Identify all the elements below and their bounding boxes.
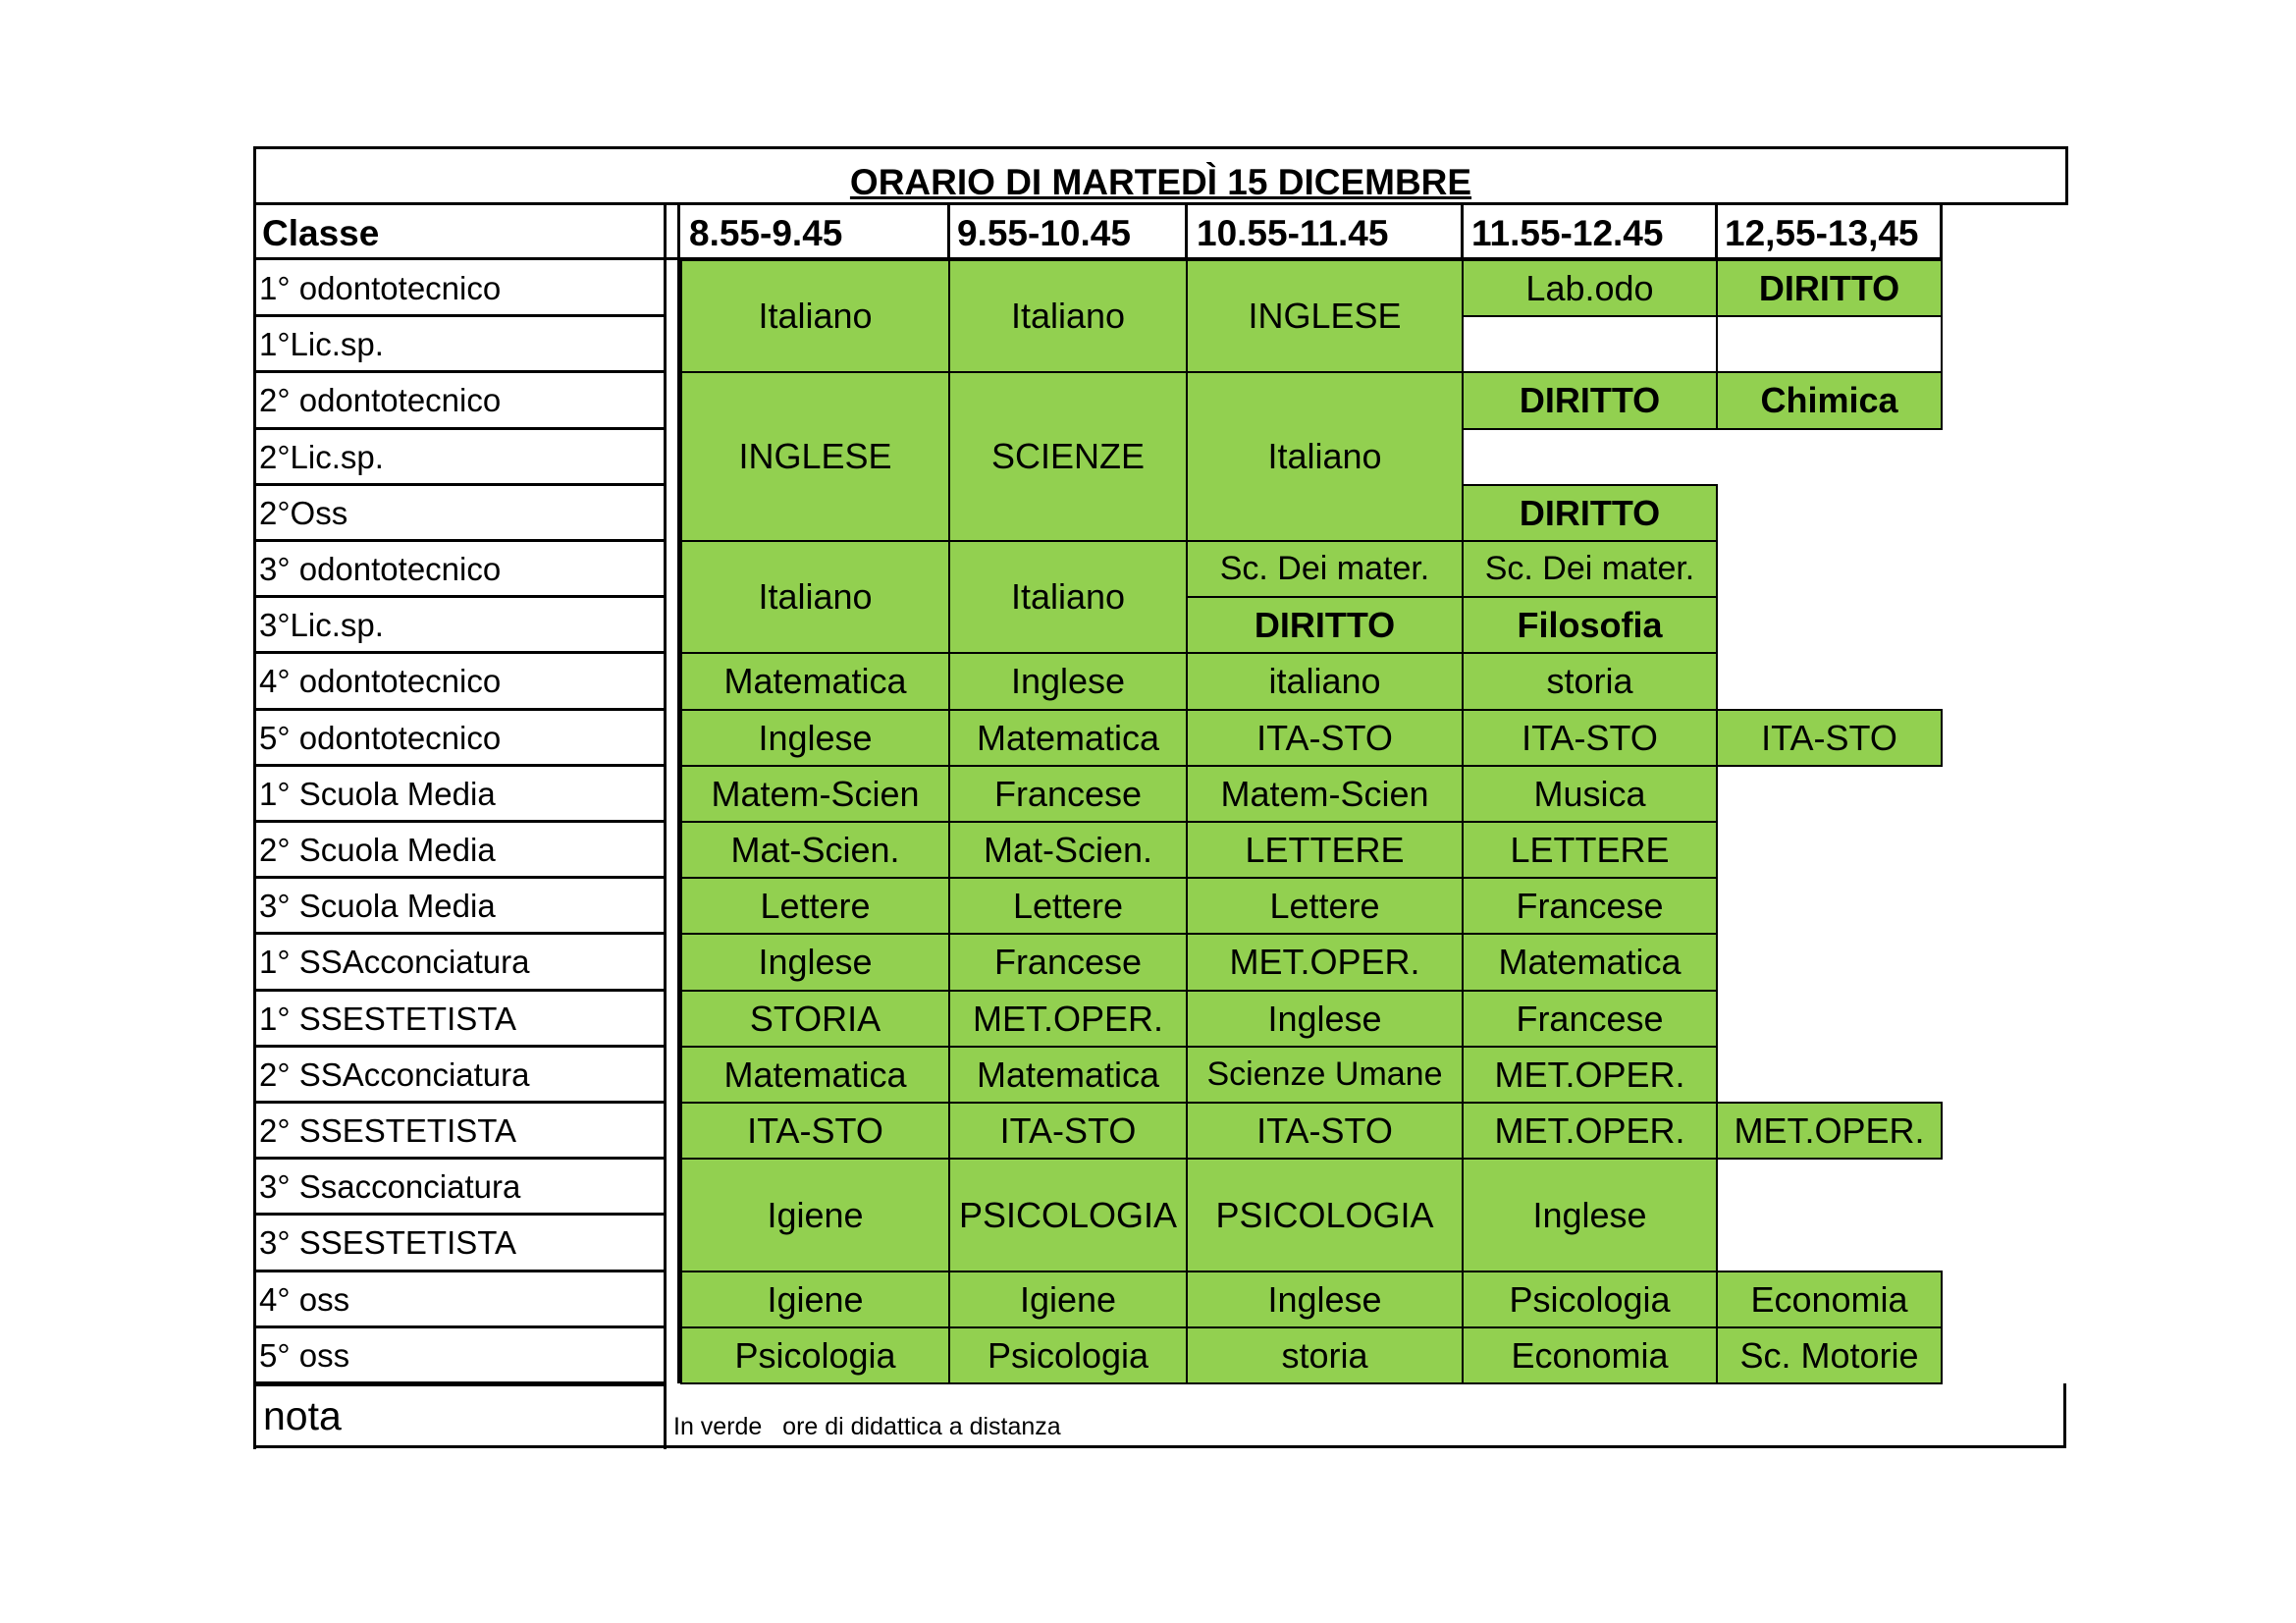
class-label: 2° odontotecnico [259,382,502,418]
class-label: 5° oss [259,1337,350,1374]
empty-cell [1716,315,1943,373]
lesson-cell: Francese [1462,877,1718,935]
lesson-cell: Inglese [680,933,950,992]
footer-bottom-border [253,1445,2066,1448]
header-slot-4: 11.55-12.45 [1471,213,1664,253]
class-label: 2° SSAcconciatura [259,1056,530,1093]
lesson-cell: Igiene [680,1158,950,1272]
page-title: ORARIO DI MARTEDÌ 15 DICEMBRE [849,162,1472,202]
lesson-cell: storia [1186,1326,1464,1384]
lesson-cell: Sc. Motorie [1716,1326,1943,1384]
class-label: 3° Ssacconciatura [259,1168,521,1205]
lesson-cell: Matematica [680,652,950,711]
lesson-cell: Matematica [948,1046,1188,1104]
lesson-cell: Mat-Scien. [680,821,950,879]
lesson-cell: Igiene [680,1271,950,1328]
lesson-cell: Francese [1462,990,1718,1048]
lesson-cell: DIRITTO [1716,259,1943,317]
lesson-cell: Economia [1462,1326,1718,1384]
lesson-cell: Francese [948,933,1188,992]
header-slot-1: 8.55-9.45 [689,213,843,253]
lesson-cell: Inglese [948,652,1188,711]
class-label: 4° oss [259,1281,350,1318]
lesson-cell: Musica [1462,765,1718,823]
class-label: 5° odontotecnico [259,720,502,756]
lesson-cell: LETTERE [1462,821,1718,879]
lesson-cell: Economia [1716,1271,1943,1328]
lesson-cell: Lettere [1186,877,1464,935]
header-classe: Classe [262,213,380,253]
class-label: 1° SSESTETISTA [259,1001,516,1037]
class-label: 3° odontotecnico [259,551,502,587]
lesson-cell: Mat-Scien. [948,821,1188,879]
header-slot-5: 12,55-13,45 [1725,213,1919,253]
class-label: 2° Scuola Media [259,832,496,868]
class-label: 3° Scuola Media [259,888,496,924]
lesson-cell: Lab.odo [1462,259,1718,317]
lesson-cell: INGLESE [680,371,950,542]
header-slot-2: 9.55-10.45 [957,213,1131,253]
header-separator-5 [1940,202,1943,259]
class-label: 1° Scuola Media [259,776,496,812]
header-separator-3 [1461,202,1464,259]
lesson-cell: MET.OPER. [1716,1102,1943,1160]
lesson-cell: Sc. Dei mater. [1462,540,1718,598]
class-label: 2°Lic.sp. [259,439,384,475]
lesson-cell: Chimica [1716,371,1943,430]
lesson-cell: Inglese [1186,990,1464,1048]
nota-text: In verde ore di didattica a distanza [673,1413,1061,1440]
lesson-cell: Matematica [948,709,1188,767]
lesson-cell: ITA-STO [1462,709,1718,767]
lesson-cell: SCIENZE [948,371,1188,542]
lesson-cell: Italiano [948,540,1188,654]
lesson-cell: Inglese [1186,1271,1464,1328]
lesson-cell: MET.OPER. [948,990,1188,1048]
lesson-cell: italiano [1186,652,1464,711]
lesson-cell: DIRITTO [1462,371,1718,430]
lesson-cell: ITA-STO [1186,1102,1464,1160]
lesson-cell: Sc. Dei mater. [1186,540,1464,598]
lesson-cell: Italiano [680,259,950,373]
lesson-cell: Italiano [1186,371,1464,542]
class-label: 2°Oss [259,495,348,531]
lesson-cell: DIRITTO [1186,596,1464,654]
lesson-cell: Matem-Scien [1186,765,1464,823]
lesson-cell: Italiano [948,259,1188,373]
label-column-border [664,202,667,1449]
lesson-cell: ITA-STO [1186,709,1464,767]
lesson-cell: PSICOLOGIA [948,1158,1188,1272]
nota-label: nota [263,1393,342,1438]
lesson-cell: STORIA [680,990,950,1048]
lesson-cell: ITA-STO [1716,709,1943,767]
lesson-cell: Lettere [948,877,1188,935]
lesson-cell: DIRITTO [1462,484,1718,542]
lesson-cell: LETTERE [1186,821,1464,879]
footer-right-border [2063,1383,2066,1448]
lesson-cell: Psicologia [1462,1271,1718,1328]
lesson-cell: MET.OPER. [1462,1102,1718,1160]
lesson-cell: Psicologia [680,1326,950,1384]
class-label: 4° odontotecnico [259,663,502,699]
lesson-cell: Inglese [680,709,950,767]
header-separator-2 [1185,202,1188,259]
lesson-cell: ITA-STO [680,1102,950,1160]
class-label: 3° SSESTETISTA [259,1224,516,1261]
lesson-cell: Matematica [680,1046,950,1104]
lesson-cell: Filosofia [1462,596,1718,654]
class-label: 1° SSAcconciatura [259,944,530,980]
class-label: 3°Lic.sp. [259,607,384,643]
table-left-border [253,146,256,1449]
class-label: 1° odontotecnico [259,270,502,306]
lesson-cell: Matematica [1462,933,1718,992]
lesson-cell: Francese [948,765,1188,823]
class-label: 1°Lic.sp. [259,326,384,362]
empty-cell [1462,315,1718,373]
lesson-cell: Scienze Umane [1186,1046,1464,1104]
lesson-cell: ITA-STO [948,1102,1188,1160]
class-label: 2° SSESTETISTA [259,1112,516,1149]
lesson-cell: Matem-Scien [680,765,950,823]
header-separator-1 [947,202,950,259]
lesson-cell: Lettere [680,877,950,935]
lesson-cell: Psicologia [948,1326,1188,1384]
lesson-cell: INGLESE [1186,259,1464,373]
lesson-cell: Inglese [1462,1158,1718,1272]
lesson-cell: MET.OPER. [1462,1046,1718,1104]
header-separator-4 [1715,202,1718,259]
lesson-cell: storia [1462,652,1718,711]
lesson-cell: Italiano [680,540,950,654]
lesson-cell: Igiene [948,1271,1188,1328]
header-slot-3: 10.55-11.45 [1197,213,1389,253]
lesson-cell: PSICOLOGIA [1186,1158,1464,1272]
lesson-cell: MET.OPER. [1186,933,1464,992]
